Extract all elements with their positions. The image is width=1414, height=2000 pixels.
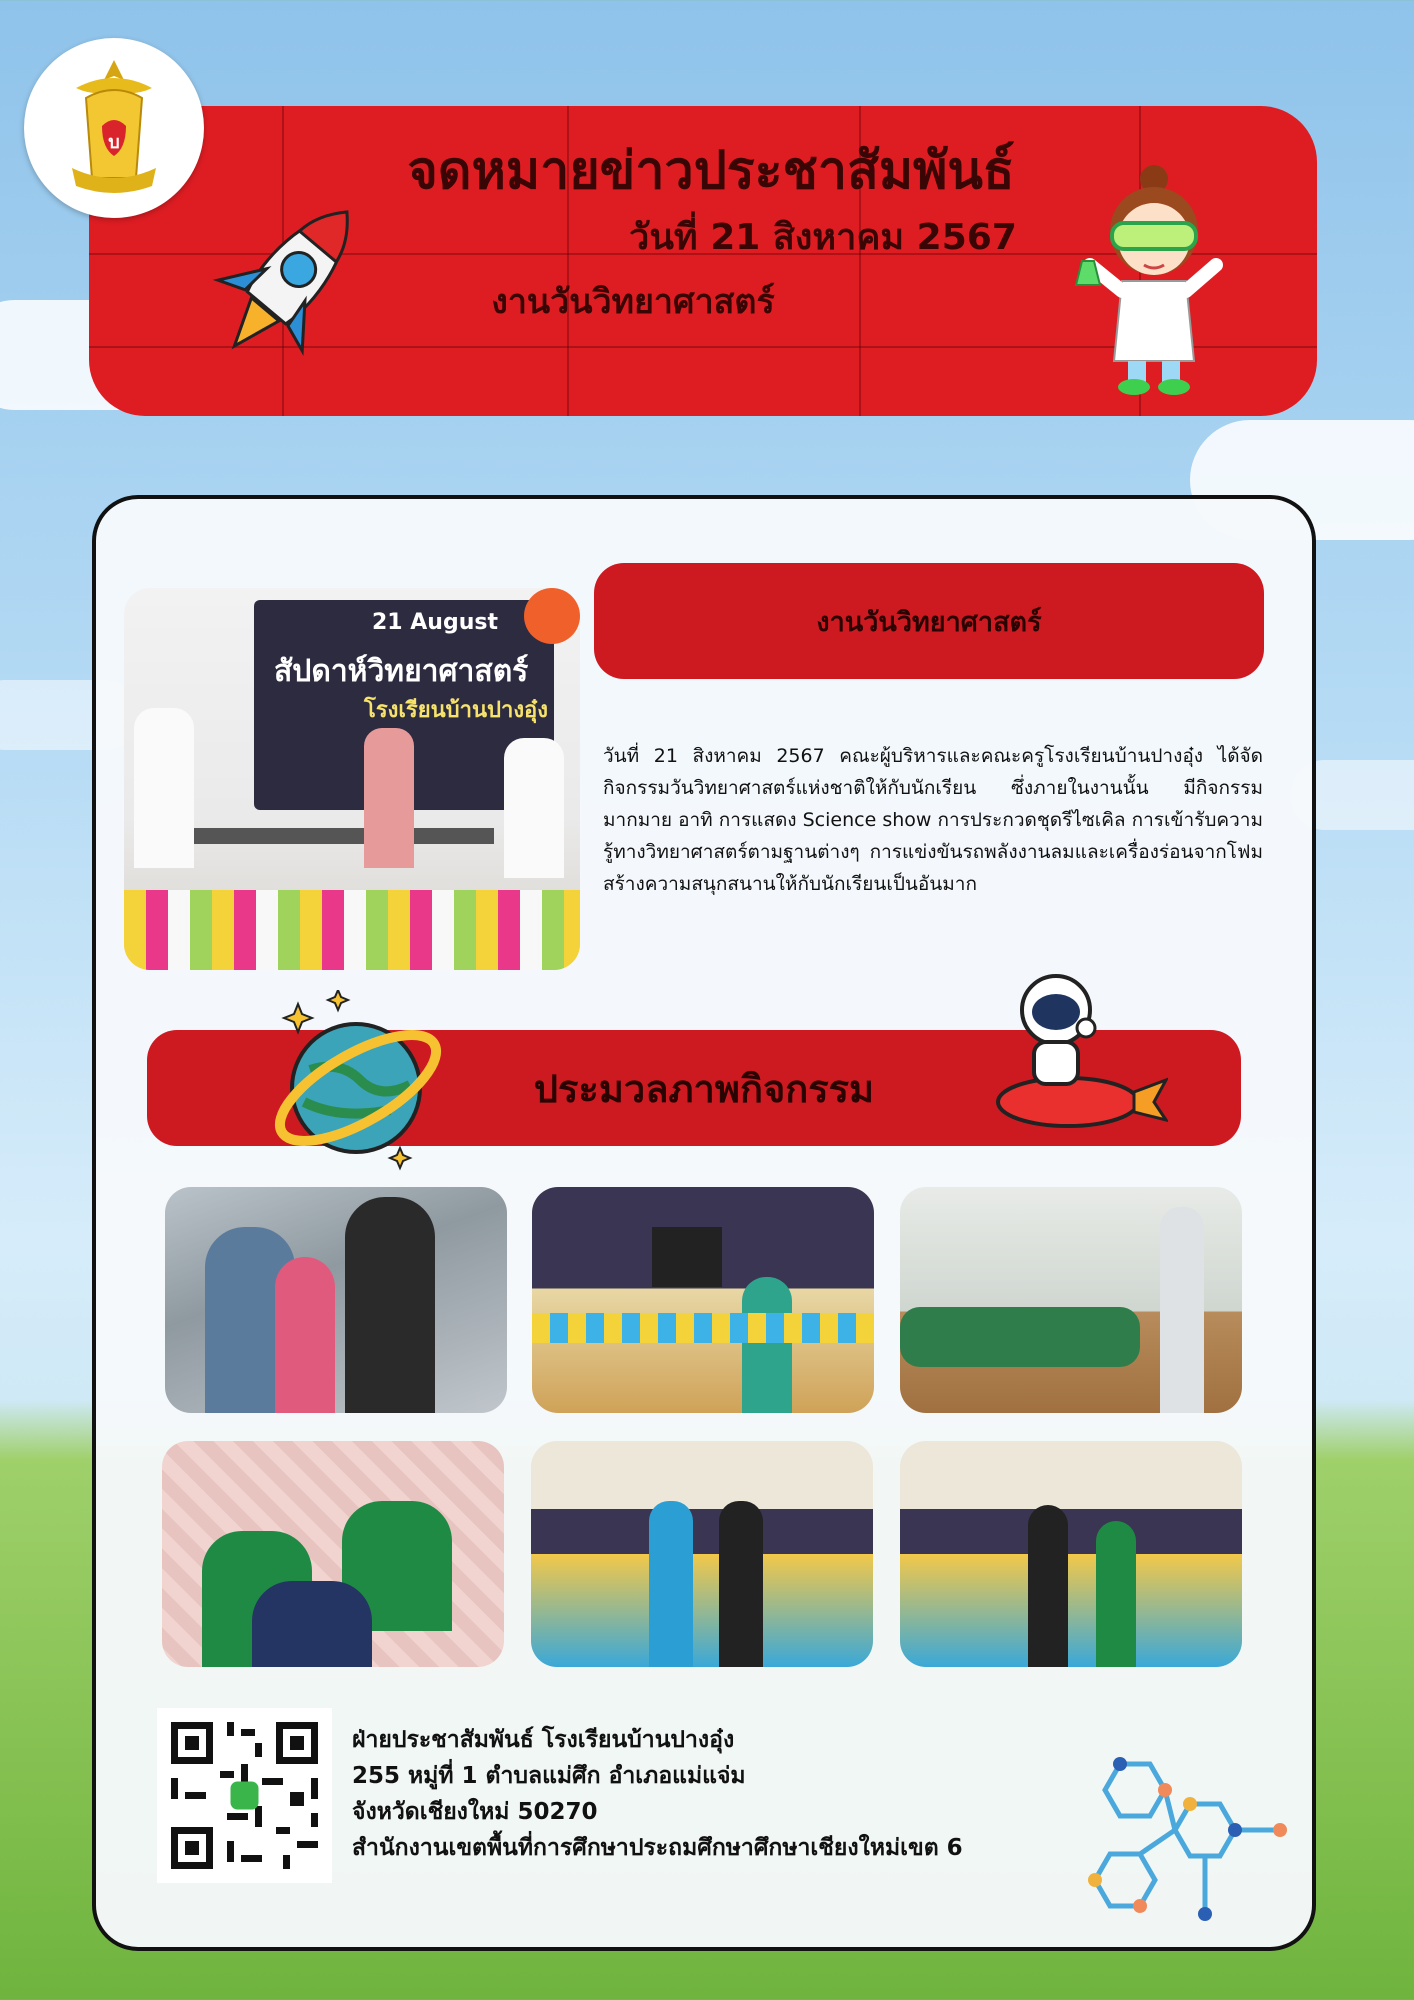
qr-code[interactable] xyxy=(157,1708,332,1883)
qr-code-icon xyxy=(157,1708,332,1883)
scientist-girl-icon xyxy=(1074,161,1234,401)
article-photo xyxy=(124,588,580,970)
contact-line-district: สำนักงานเขตพื้นที่การศึกษาประถมศึกษาศึกษาเชียงใหม่เขต 6 xyxy=(352,1835,963,1861)
banner-title: สัปดาห์วิทยาศาสตร์ xyxy=(274,654,529,689)
svg-text:บ: บ xyxy=(108,132,120,153)
gallery-photo-4 xyxy=(162,1441,504,1667)
contact-line-address: 255 หมู่ที่ 1 ตำบลแม่ศึก อำเภอแม่แจ่ม xyxy=(352,1763,746,1789)
gallery-photo-3 xyxy=(900,1187,1242,1413)
school-emblem-icon xyxy=(24,38,204,218)
newsletter-event: งานวันวิทยาศาสตร์ xyxy=(491,282,775,322)
planet-icon xyxy=(270,990,450,1180)
banner-date: 21 August xyxy=(372,610,498,635)
molecule-icon xyxy=(1080,1754,1290,1924)
contact-info xyxy=(352,1722,1112,1866)
article-heading xyxy=(594,563,1264,679)
astronaut-rocket-icon xyxy=(978,970,1168,1140)
newsletter-title: จดหมายข่าวประชาสัมพันธ์ xyxy=(407,141,1015,201)
gallery-photo-2 xyxy=(532,1187,874,1413)
gallery-photo-5 xyxy=(531,1441,873,1667)
school-logo xyxy=(24,38,204,218)
banner-school: โรงเรียนบ้านปางอุ๋ง xyxy=(364,698,549,723)
gallery-photo-6 xyxy=(900,1441,1242,1667)
article-body: วันที่ 21 สิงหาคม 2567 คณะผู้บริหารและคณะครูโรงเรียนบ้านปางอุ๋ง ได้จัดกิจกรรมวันวิทยาศาสตร์แห่งชาติให้กับนักเรียน ซึ่งภายในงานนั้น มีกิจกรรมมากมาย อาทิ การแสดง Science show การประกวดชุดรีไซเคิล การเข้ารับความรู้ทางวิทยาศาสตร์ตามฐานต่างๆ การแข่งขันรถพลังงานลมและเครื่องร่อนจากโฟม สร้างความสนุกสนานให้กับนักเรียนเป็นอันมาก xyxy=(603,745,1263,895)
newsletter-date: วันที่ 21 สิงหาคม 2567 xyxy=(629,217,1017,258)
rocket-icon xyxy=(199,186,379,376)
header-banner xyxy=(89,106,1317,416)
gallery-heading-label: ประมวลภาพกิจกรรม xyxy=(533,1066,875,1111)
contact-line-office: ฝ่ายประชาสัมพันธ์ โรงเรียนบ้านปางอุ๋ง xyxy=(352,1727,735,1753)
gallery-photo-1 xyxy=(165,1187,507,1413)
article-heading-label: งานวันวิทยาศาสตร์ xyxy=(816,606,1042,638)
contact-line-province: จังหวัดเชียงใหม่ 50270 xyxy=(352,1799,598,1825)
